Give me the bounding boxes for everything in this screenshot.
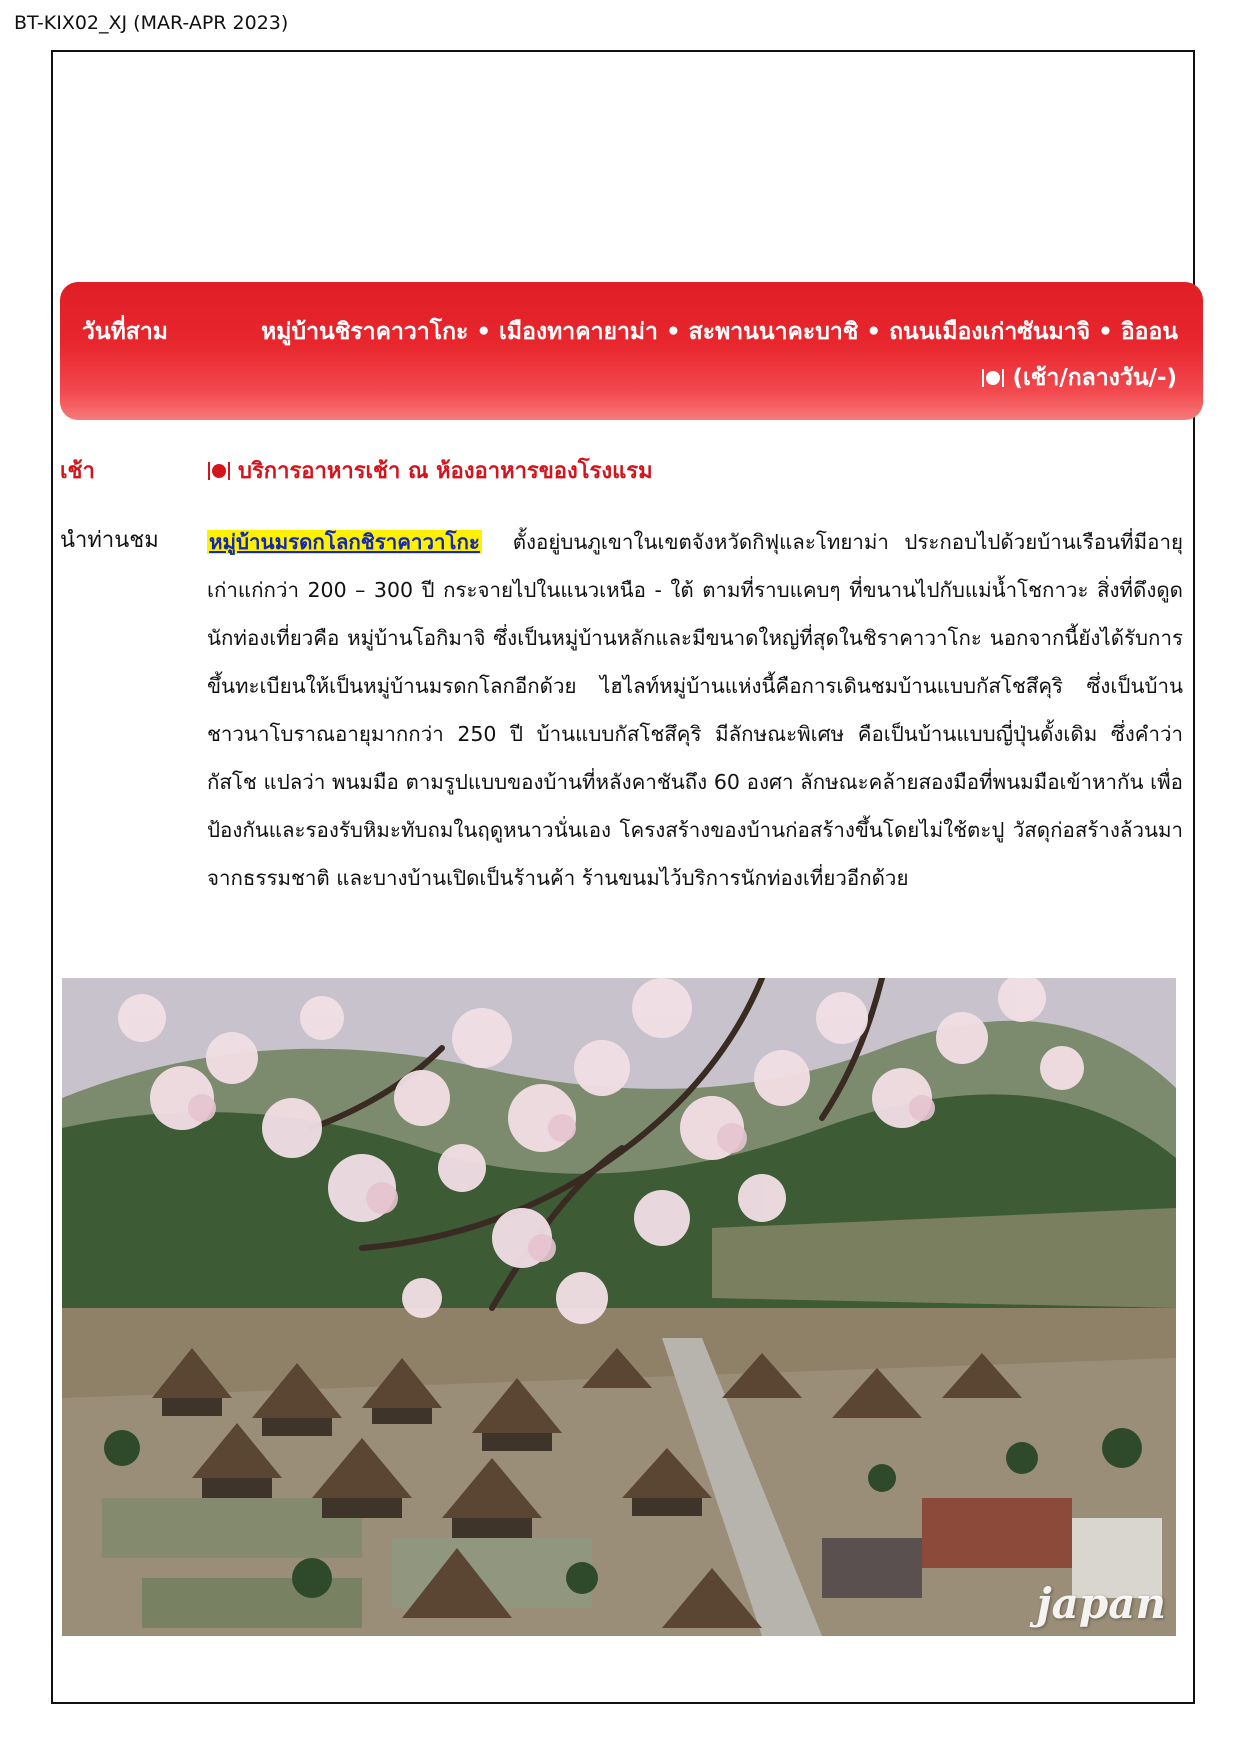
day-label: วันที่สาม xyxy=(82,319,168,345)
highlight-title: หมู่บ้านมรดกโลกชิราคาวาโกะ xyxy=(209,530,480,554)
day-route: หมู่บ้านชิราคาวาโกะ • เมืองทาคายาม่า • สะพานนาคะบาชิ • ถนนเมืองเก่าซันมาจิ • อิออน xyxy=(261,319,1178,345)
tour-description xyxy=(207,518,1183,902)
dining-icon xyxy=(982,369,1006,387)
breakfast-line xyxy=(208,453,653,488)
morning-label: เช้า xyxy=(60,459,95,484)
tour-label: นำท่านชม xyxy=(60,528,159,553)
tour-body: ตั้งอยู่บนภูเขาในเขตจังหวัดกิฟุและโทยาม่า ประกอบไปด้วยบ้านเรือนที่มีอายุเก่าแก่กว่า 200 – 300 ปี กระจายไปในแนวเหนือ - ใต้ ตามที่ราบแคบๆ ที่ขนานไปกับแม่น้ำโชกาวะ สิ่งที่ดึงดูดนักท่องเที่ยวคือ หมู่บ้านโอกิมาจิ ซึ่งเป็นหมู่บ้านหลักและมีขนาดใหญ่ที่สุดในชิราคาวาโกะ นอกจากนี้ยังได้รับการขึ้นทะเบียนให้เป็นหมู่บ้านมรดกโลกอีกด้วย ไฮไลท์หมู่บ้านแห่งนี้คือการเดินชมบ้านแบบกัสโชสึคุริ ซึ่งเป็นบ้านชาวนาโบราณอายุมากกว่า 250 ปี บ้านแบบกัสโชสึคุริ มีลักษณะพิเศษ คือเป็นบ้านแบบญี่ปุ่นดั้งเดิม ซึ่งคำว่า กัสโช แปลว่า พนมมือ ตามรูปแบบของบ้านที่หลังคาชันถึง 60 องศา ลักษณะคล้ายสองมือที่พนมมือเข้าหากัน เพื่อป้องกันและรองรับหิมะทับถมในฤดูหนาวนั่นเอง โครงสร้างของบ้านก่อสร้างขึ้นโดยไม่ใช้ตะปู วัสดุก่อสร้างล้วนมาจากธรรมชาติ และบางบ้านเปิดเป็นร้านค้า ร้านขนมไว้บริการนักท่องเที่ยวอีกด้วย xyxy=(207,530,1183,890)
document-code: BT-KIX02_XJ (MAR-APR 2023) xyxy=(14,12,289,34)
meals-text: (เช้า/กลางวัน/-) xyxy=(1012,365,1177,391)
dining-icon xyxy=(208,462,232,480)
day-banner xyxy=(60,282,1203,420)
watermark: japan xyxy=(1036,1579,1166,1628)
day-meals xyxy=(982,360,1177,396)
village-photo xyxy=(62,978,1176,1636)
breakfast-text: บริการอาหารเช้า ณ ห้องอาหารของโรงแรม xyxy=(238,459,653,484)
village-illustration xyxy=(62,978,1176,1636)
